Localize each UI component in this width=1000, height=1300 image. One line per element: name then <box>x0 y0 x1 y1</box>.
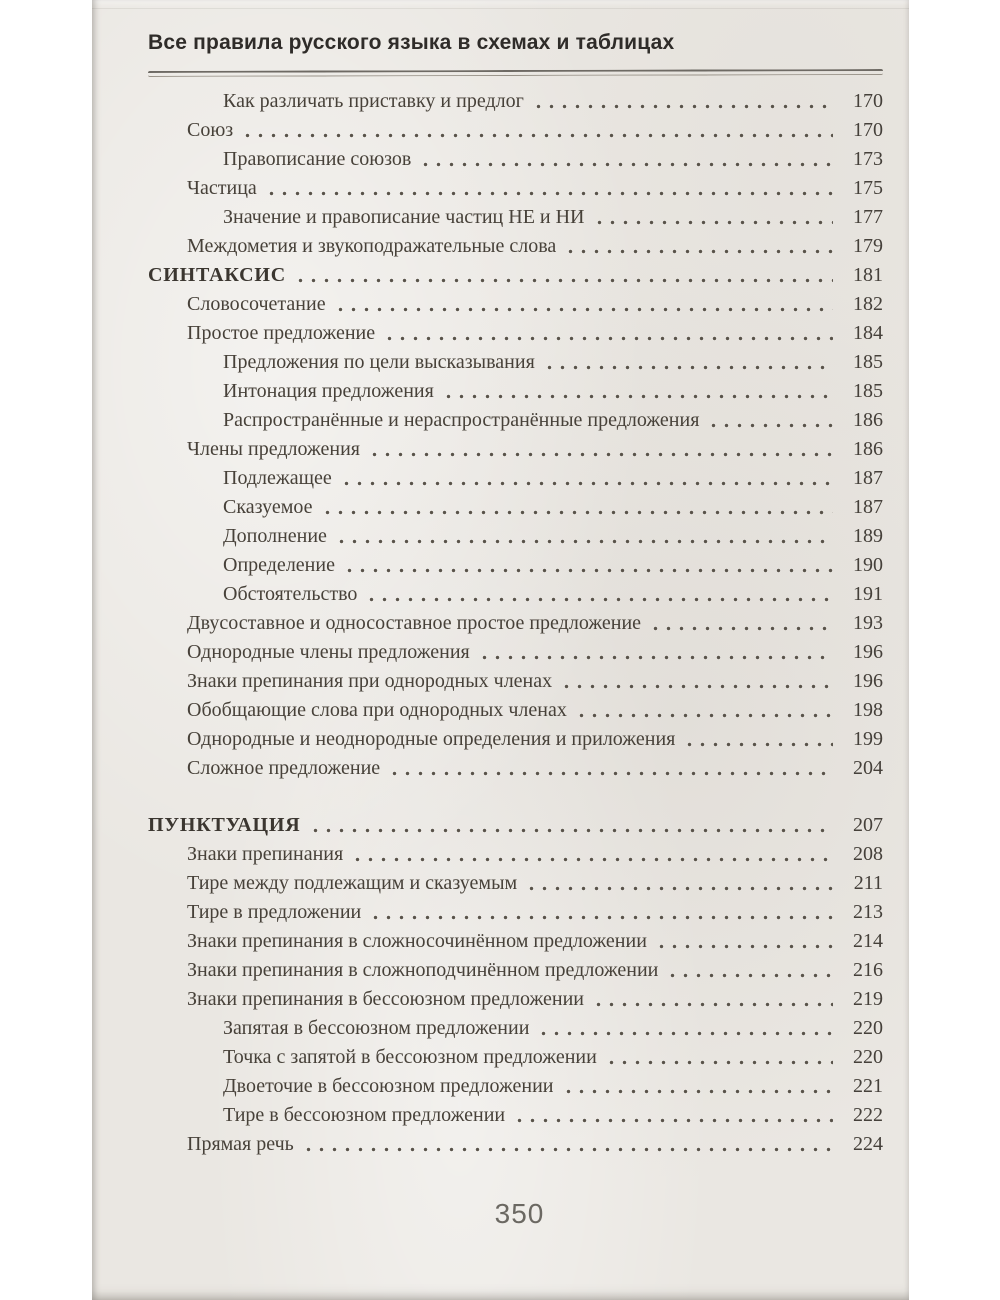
toc-entry <box>148 725 883 754</box>
dot-leader <box>365 580 833 609</box>
toc-entry <box>148 203 883 232</box>
toc-entry-title: Союз <box>187 119 234 141</box>
toc-entry-page: 224 <box>853 1133 883 1155</box>
dot-leader <box>351 840 833 869</box>
dot-leader <box>265 174 833 203</box>
toc-entry-title: Двусоставное и односоставное простое предложение <box>187 612 642 634</box>
dot-leader <box>575 696 833 725</box>
toc-entry-page: 208 <box>853 843 883 865</box>
toc-entry-title: Члены предложения <box>187 438 361 460</box>
toc-entry-page: 179 <box>853 235 883 257</box>
toc-entry-title: Двоеточие в бессоюзном предложении <box>223 1075 554 1097</box>
toc-entry-page: 182 <box>853 293 883 315</box>
dot-leader <box>532 87 833 116</box>
book-page <box>92 0 909 1300</box>
toc-entry <box>148 696 883 725</box>
dot-leader <box>388 754 833 783</box>
toc-entry-title: Предложения по цели высказывания <box>223 351 535 373</box>
toc-entry <box>148 174 883 203</box>
dot-leader <box>537 1014 833 1043</box>
toc-entry-page: 221 <box>853 1075 883 1097</box>
dot-leader <box>543 348 833 377</box>
toc-entry-title: Однородные члены предложения <box>187 641 470 663</box>
toc-entry-title: Междометия и звукоподражательные слова <box>187 235 557 257</box>
dot-leader <box>334 290 833 319</box>
toc-entry-page: 199 <box>853 728 883 750</box>
toc-entry-title: Знаки препинания при однородных членах <box>187 670 553 692</box>
page-header <box>92 0 909 76</box>
toc-entry-page: 213 <box>853 901 883 923</box>
toc-entry <box>148 956 883 985</box>
toc-entry-page: 187 <box>853 496 883 518</box>
dot-leader <box>666 956 833 985</box>
toc-entry-title: Однородные и неоднородные определения и приложения <box>187 728 676 750</box>
toc-entry <box>148 898 883 927</box>
toc-entry-page: 175 <box>853 177 883 199</box>
dot-leader <box>383 319 833 348</box>
toc-entry <box>148 406 883 435</box>
toc-entry-page: 173 <box>853 148 883 170</box>
toc-entry-title: Простое предложение <box>187 322 376 344</box>
toc-entry-page: 185 <box>853 351 883 373</box>
dot-leader <box>707 406 833 435</box>
toc-entry-page: 170 <box>853 90 883 112</box>
toc-entry <box>148 1130 883 1159</box>
toc-entry-page: 186 <box>853 409 883 431</box>
toc-entry-title: Тире между подлежащим и сказуемым <box>187 872 518 894</box>
toc-entry-page: 204 <box>853 757 883 779</box>
dot-leader <box>294 261 833 290</box>
toc-entry-title: Прямая речь <box>187 1133 294 1155</box>
toc-entry <box>148 551 883 580</box>
toc-entry <box>148 464 883 493</box>
toc-entry <box>148 638 883 667</box>
toc-entry <box>148 667 883 696</box>
toc-entry <box>148 609 883 638</box>
toc-entry-page: 181 <box>853 264 883 286</box>
toc-entry <box>148 290 883 319</box>
toc-entry-title: Знаки препинания в сложносочинённом предложении <box>187 930 647 952</box>
toc-entry-title: Дополнение <box>223 525 327 547</box>
toc-entry-title: СИНТАКСИС <box>148 264 286 286</box>
toc-entry-title: Подлежащее <box>223 467 332 489</box>
toc-entry-page: 186 <box>853 438 883 460</box>
toc-entry-title: Тире в бессоюзном предложении <box>223 1104 506 1126</box>
toc-entry-page: 187 <box>853 467 883 489</box>
toc-entry-title: Запятая в бессоюзном предложении <box>223 1017 530 1039</box>
folio-page-number: 350 <box>494 1198 545 1229</box>
toc-entry-title: Сказуемое <box>223 496 313 518</box>
dot-leader <box>419 145 833 174</box>
toc-entry <box>148 580 883 609</box>
toc-entry <box>148 811 883 840</box>
toc-entry-page: 220 <box>853 1046 883 1068</box>
toc-entry <box>148 1101 883 1130</box>
toc-entry <box>148 493 883 522</box>
toc-entry-page: 177 <box>853 206 883 228</box>
toc-entry <box>148 261 883 290</box>
toc-entry-page: 190 <box>853 554 883 576</box>
toc-entry <box>148 754 883 783</box>
dot-leader <box>369 898 833 927</box>
toc-entry-page: 198 <box>853 699 883 721</box>
toc-entry-page: 191 <box>853 583 883 605</box>
toc-entry <box>148 377 883 406</box>
toc-entry-title: Частица <box>187 177 257 199</box>
toc-entry-page: 219 <box>853 988 883 1010</box>
page-footer <box>92 1198 909 1230</box>
toc-entry <box>148 232 883 261</box>
toc-entry-title: Тире в предложении <box>187 901 362 923</box>
toc-entry <box>148 435 883 464</box>
dot-leader <box>562 1072 834 1101</box>
toc-entry-title: Распространённые и нераспространённые предложения <box>223 409 700 431</box>
dot-leader <box>655 927 833 956</box>
dot-leader <box>478 638 833 667</box>
toc-entry-page: 196 <box>853 670 883 692</box>
toc-entry <box>148 1043 883 1072</box>
toc-entry <box>148 87 883 116</box>
toc-entry-page: 222 <box>853 1104 883 1126</box>
toc-entry-title: Знаки препинания <box>187 843 344 865</box>
toc-entry <box>148 145 883 174</box>
toc-entry <box>148 348 883 377</box>
toc-entry-title: Обобщающие слова при однородных членах <box>187 699 567 721</box>
toc-entry-title: Точка с запятой в бессоюзном предложении <box>223 1046 597 1068</box>
toc-entry <box>148 985 883 1014</box>
dot-leader <box>368 435 833 464</box>
toc-entry-title: Интонация предложения <box>223 380 434 402</box>
dot-leader <box>513 1101 833 1130</box>
dot-leader <box>335 522 833 551</box>
toc-entry-page: 185 <box>853 380 883 402</box>
toc-entry-title: ПУНКТУАЦИЯ <box>148 814 301 836</box>
dot-leader <box>343 551 833 580</box>
toc-entry-title: Знаки препинания в сложноподчинённом предложении <box>187 959 659 981</box>
toc-entry-title: Обстоятельство <box>223 583 358 605</box>
dot-leader <box>321 493 833 522</box>
dot-leader <box>442 377 833 406</box>
dot-leader <box>241 116 833 145</box>
running-header-title: Все правила русского языка в схемах и таблицах <box>148 31 675 54</box>
dot-leader <box>309 811 834 840</box>
table-of-contents <box>92 76 909 1159</box>
toc-entry-title: Знаки препинания в бессоюзном предложении <box>187 988 585 1010</box>
dot-leader <box>302 1130 833 1159</box>
toc-entry-title: Как различать приставку и предлог <box>223 90 524 112</box>
toc-entry-page: 214 <box>853 930 883 952</box>
dot-leader <box>525 869 833 898</box>
toc-entry-page: 211 <box>853 872 883 894</box>
dot-leader <box>592 985 833 1014</box>
toc-entry-page: 170 <box>853 119 883 141</box>
toc-entry <box>148 319 883 348</box>
toc-entry-title: Определение <box>223 554 335 576</box>
toc-entry <box>148 869 883 898</box>
toc-entry-title: Значение и правописание частиц НЕ и НИ <box>223 206 585 228</box>
dot-leader <box>605 1043 833 1072</box>
toc-entry-title: Правописание союзов <box>223 148 412 170</box>
toc-entry-title: Сложное предложение <box>187 757 381 779</box>
toc-entry-page: 216 <box>853 959 883 981</box>
toc-entry <box>148 522 883 551</box>
toc-entry <box>148 116 883 145</box>
dot-leader <box>560 667 833 696</box>
toc-entry <box>148 927 883 956</box>
toc-entry-page: 184 <box>853 322 883 344</box>
dot-leader <box>649 609 833 638</box>
toc-entry-page: 220 <box>853 1017 883 1039</box>
dot-leader <box>683 725 833 754</box>
dot-leader <box>340 464 833 493</box>
dot-leader <box>593 203 833 232</box>
toc-entry-page: 189 <box>853 525 883 547</box>
toc-entry <box>148 1014 883 1043</box>
dot-leader <box>564 232 833 261</box>
toc-entry <box>148 840 883 869</box>
toc-entry-page: 207 <box>853 814 883 836</box>
toc-entry-title: Словосочетание <box>187 293 326 315</box>
toc-entry <box>148 1072 883 1101</box>
toc-entry-page: 193 <box>853 612 883 634</box>
toc-entry-page: 196 <box>853 641 883 663</box>
